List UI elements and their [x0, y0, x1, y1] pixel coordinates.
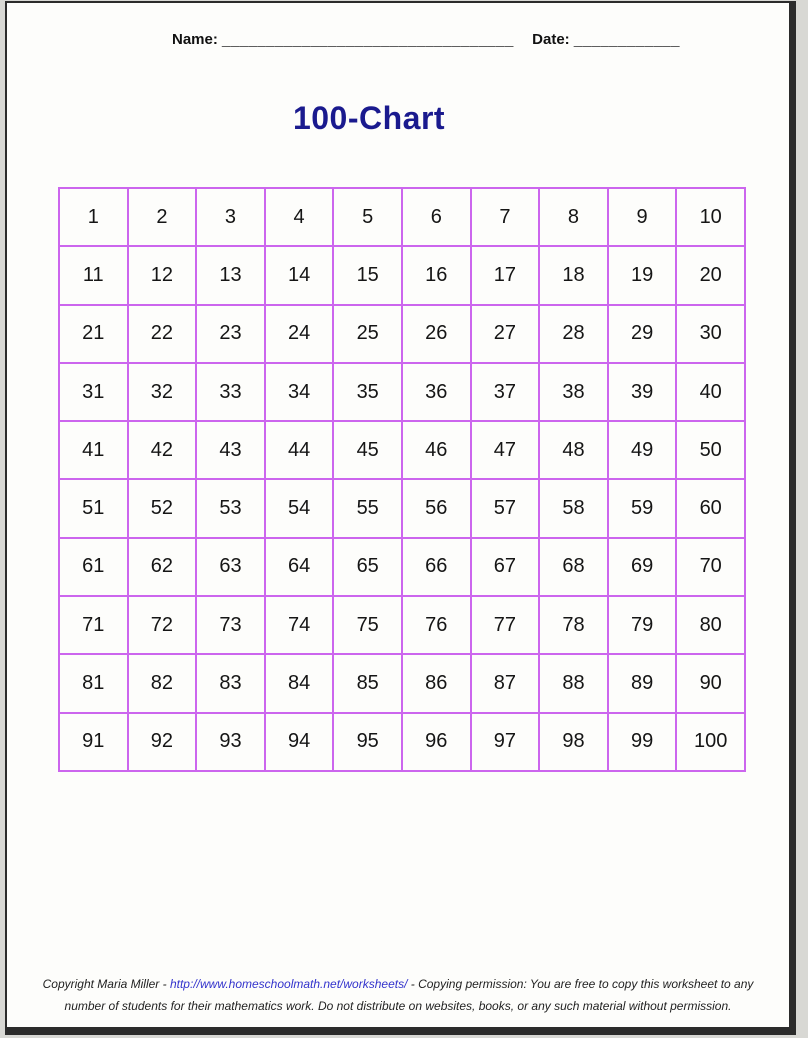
grid-cell: 83 [196, 654, 265, 712]
grid-cell: 71 [59, 596, 128, 654]
grid-cell: 37 [471, 363, 540, 421]
grid-cell: 90 [676, 654, 745, 712]
grid-cell: 10 [676, 188, 745, 246]
grid-cell: 95 [333, 713, 402, 771]
grid-cell: 82 [128, 654, 197, 712]
grid-cell: 93 [196, 713, 265, 771]
grid-cell: 39 [608, 363, 677, 421]
grid-cell: 18 [539, 246, 608, 304]
grid-cell: 100 [676, 713, 745, 771]
grid-cell: 94 [265, 713, 334, 771]
grid-cell: 8 [539, 188, 608, 246]
grid-cell: 74 [265, 596, 334, 654]
grid-cell: 17 [471, 246, 540, 304]
grid-cell: 86 [402, 654, 471, 712]
grid-cell: 3 [196, 188, 265, 246]
grid-cell: 69 [608, 538, 677, 596]
grid-cell: 20 [676, 246, 745, 304]
grid-cell: 88 [539, 654, 608, 712]
grid-cell: 55 [333, 479, 402, 537]
page-title: 100-Chart [292, 100, 446, 136]
title-container [7, 100, 789, 137]
grid-cell: 7 [471, 188, 540, 246]
grid-cell: 76 [402, 596, 471, 654]
grid-cell: 41 [59, 421, 128, 479]
grid-cell: 78 [539, 596, 608, 654]
grid-cell: 51 [59, 479, 128, 537]
grid-cell: 22 [128, 305, 197, 363]
homeschoolmath-link[interactable]: http://www.homeschoolmath.net/worksheets/ [169, 977, 408, 991]
grid-cell: 73 [196, 596, 265, 654]
grid-cell: 14 [265, 246, 334, 304]
name-blank-line: _________________________________ [222, 31, 514, 48]
grid-cell: 53 [196, 479, 265, 537]
grid-cell: 44 [265, 421, 334, 479]
footer [7, 973, 789, 1017]
grid-cell: 23 [196, 305, 265, 363]
grid-cell: 91 [59, 713, 128, 771]
copyright-line-1 [7, 973, 789, 995]
date-blank-line: ____________ [573, 31, 680, 48]
grid-cell: 19 [608, 246, 677, 304]
name-date-header [172, 31, 680, 48]
grid-cell: 50 [676, 421, 745, 479]
grid-cell: 42 [128, 421, 197, 479]
grid-cell: 79 [608, 596, 677, 654]
copyright-line-2: number of students for their mathematics work. Do not distribute on websites, books, or any such material without permission. [64, 999, 732, 1013]
grid-cell: 60 [676, 479, 745, 537]
grid-cell: 46 [402, 421, 471, 479]
grid-cell: 62 [128, 538, 197, 596]
copyright-text-post: - Copying permission: You are free to copy this worksheet to any [407, 977, 754, 991]
grid-cell: 54 [265, 479, 334, 537]
grid-cell: 47 [471, 421, 540, 479]
grid-cell: 5 [333, 188, 402, 246]
grid-cell: 11 [59, 246, 128, 304]
grid-cell: 70 [676, 538, 745, 596]
grid-cell: 40 [676, 363, 745, 421]
date-label: Date: [532, 31, 570, 48]
grid-cell: 28 [539, 305, 608, 363]
grid-cell: 85 [333, 654, 402, 712]
grid-cell: 89 [608, 654, 677, 712]
grid-cell: 9 [608, 188, 677, 246]
grid-cell: 67 [471, 538, 540, 596]
grid-cell: 4 [265, 188, 334, 246]
grid-cell: 34 [265, 363, 334, 421]
grid-cell: 36 [402, 363, 471, 421]
grid-cell: 38 [539, 363, 608, 421]
grid-cell: 77 [471, 596, 540, 654]
grid-cell: 32 [128, 363, 197, 421]
grid-cell: 30 [676, 305, 745, 363]
grid-cell: 52 [128, 479, 197, 537]
grid-cell: 27 [471, 305, 540, 363]
grid-cell: 65 [333, 538, 402, 596]
grid-cell: 2 [128, 188, 197, 246]
name-label: Name: [172, 31, 218, 48]
grid-cell: 45 [333, 421, 402, 479]
grid-cell: 24 [265, 305, 334, 363]
grid-cell: 49 [608, 421, 677, 479]
grid-cell: 66 [402, 538, 471, 596]
grid-cell: 97 [471, 713, 540, 771]
grid-cell: 43 [196, 421, 265, 479]
grid-cell: 96 [402, 713, 471, 771]
grid-cell: 72 [128, 596, 197, 654]
grid-cell: 35 [333, 363, 402, 421]
grid-cell: 56 [402, 479, 471, 537]
grid-cell: 75 [333, 596, 402, 654]
worksheet-page [5, 1, 796, 1035]
grid-cell: 13 [196, 246, 265, 304]
grid-cell: 57 [471, 479, 540, 537]
grid-cell: 87 [471, 654, 540, 712]
grid-cell: 61 [59, 538, 128, 596]
grid-cell: 25 [333, 305, 402, 363]
grid-cell: 63 [196, 538, 265, 596]
grid-cell: 26 [402, 305, 471, 363]
grid-cell: 29 [608, 305, 677, 363]
grid-cell: 80 [676, 596, 745, 654]
grid-cell: 16 [402, 246, 471, 304]
copyright-text-pre: Copyright Maria Miller - [42, 977, 170, 991]
grid-cell: 64 [265, 538, 334, 596]
grid-cell: 99 [608, 713, 677, 771]
grid-cell: 6 [402, 188, 471, 246]
grid-cell: 21 [59, 305, 128, 363]
grid-cell: 98 [539, 713, 608, 771]
grid-cell: 81 [59, 654, 128, 712]
grid-cell: 68 [539, 538, 608, 596]
grid-cell: 12 [128, 246, 197, 304]
grid-cell: 84 [265, 654, 334, 712]
grid-cell: 48 [539, 421, 608, 479]
grid-cell: 1 [59, 188, 128, 246]
grid-cell: 58 [539, 479, 608, 537]
grid-cell: 33 [196, 363, 265, 421]
grid-cell: 59 [608, 479, 677, 537]
grid-cell: 92 [128, 713, 197, 771]
hundred-chart-grid [58, 187, 746, 772]
grid-cell: 15 [333, 246, 402, 304]
grid-cell: 31 [59, 363, 128, 421]
